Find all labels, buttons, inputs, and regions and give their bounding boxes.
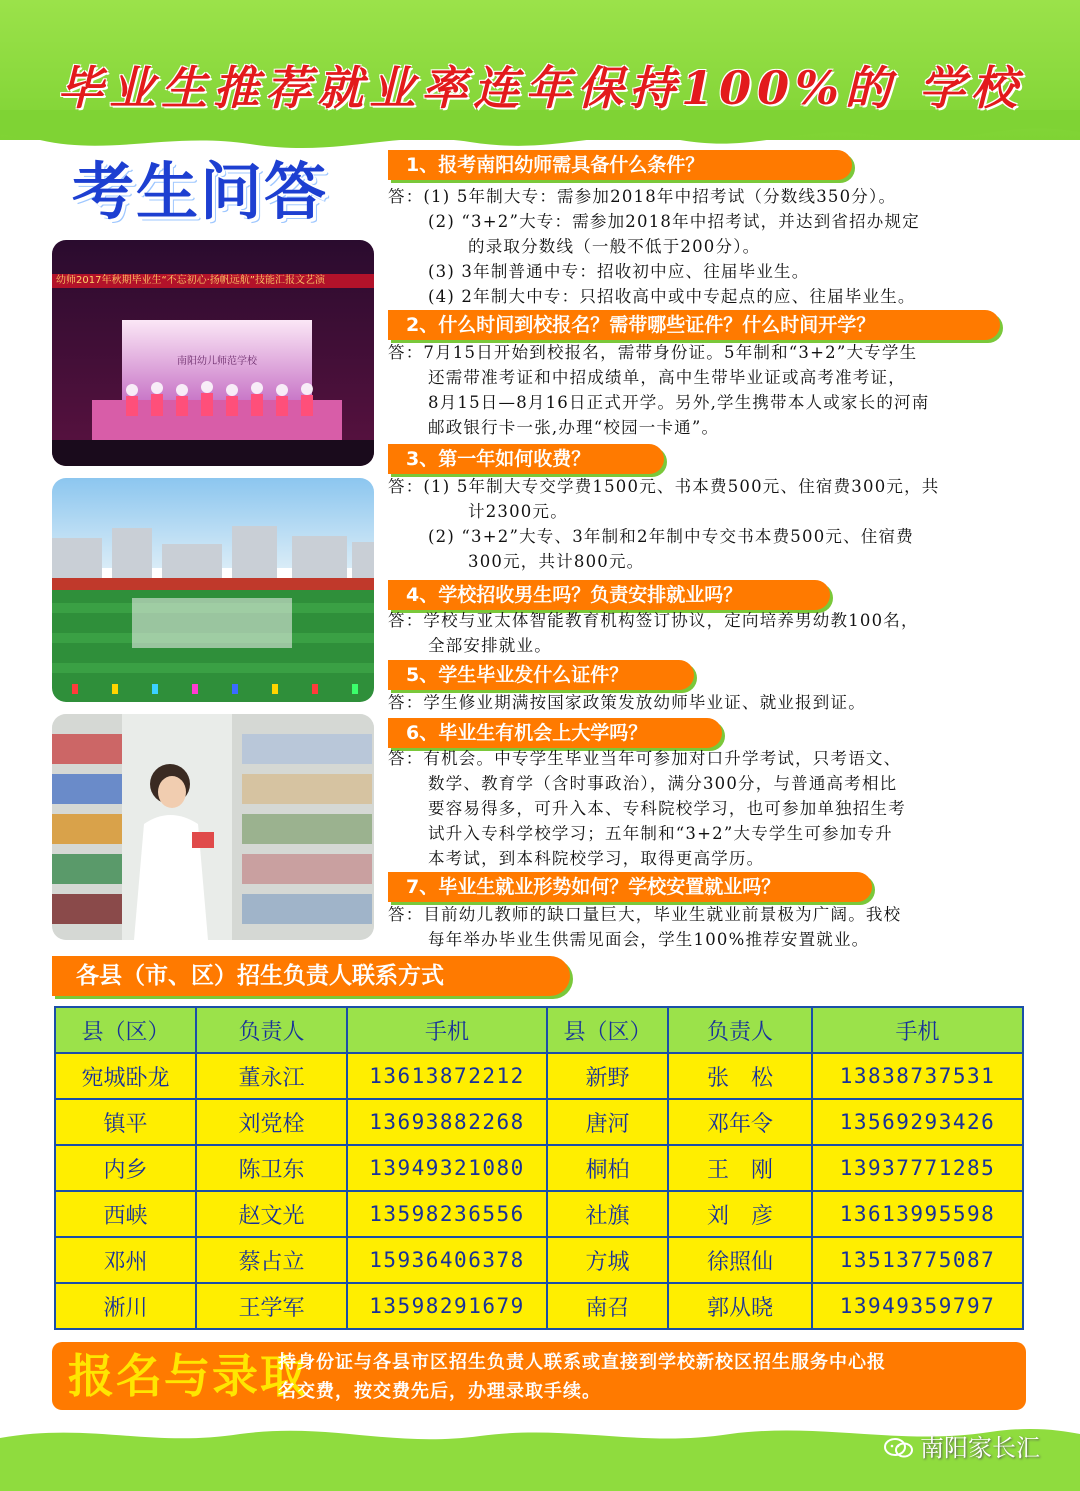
answer-line: 300元，共计800元。 [468, 552, 645, 571]
library-photo [52, 714, 374, 940]
person-cell: 刘 彦 [668, 1191, 812, 1237]
county-cell: 南召 [547, 1283, 668, 1329]
answer-line: 8月15日—8月16日正式开学。另外,学生携带本人或家长的河南 [428, 393, 930, 412]
phone-cell: 13513775087 [812, 1237, 1023, 1283]
county-cell: 淅川 [55, 1283, 196, 1329]
phone-cell: 13838737531 [812, 1053, 1023, 1099]
answer-line: 本考试，到本科院校学习，取得更高学历。 [428, 849, 765, 868]
person-cell: 王学军 [196, 1283, 347, 1329]
headline: 毕业生推荐就业率连年保持100%的 学校 [57, 61, 1023, 115]
question-6-bar: 6、毕业生有机会上大学吗？ [388, 718, 722, 748]
answer-4 [388, 608, 1048, 658]
answer-line: (2) “3+2”大专、3年制和2年制中专交书本费500元、住宿费 [428, 527, 914, 546]
person-cell: 徐照仙 [668, 1237, 812, 1283]
enroll-line: 名交费，按交费先后，办理录取手续。 [278, 1381, 601, 1402]
answer-line: 要容易得多，可升入本、专科院校学习，也可参加单独招生考 [428, 799, 906, 818]
table-row [55, 1283, 1023, 1329]
answer-line: 还需带准考证和中招成绩单，高中生带毕业证或高考准考证， [428, 368, 906, 387]
sports-field-photo [52, 478, 374, 702]
answer-line: 答：7月15日开始到校报名，需带身份证。5年制和“3+2”大专学生 [388, 343, 918, 362]
enroll-text [278, 1348, 1018, 1406]
answer-line: 计2300元。 [468, 502, 568, 521]
table-row [55, 1237, 1023, 1283]
phone-cell: 13949321080 [347, 1145, 547, 1191]
question-2-bar: 2、什么时间到校报名？需带哪些证件？什么时间开学？ [388, 310, 1000, 340]
answer-3 [388, 474, 1048, 574]
person-cell: 张 松 [668, 1053, 812, 1099]
answer-line: 答：(1) 5年制大专交学费1500元、书本费500元、住宿费300元，共 [388, 477, 940, 496]
header-county: 县（区） [55, 1007, 196, 1053]
phone-cell: 13693882268 [347, 1099, 547, 1145]
person-cell: 陈卫东 [196, 1145, 347, 1191]
header-person: 负责人 [668, 1007, 812, 1053]
contacts-title: 各县（市、区）招生负责人联系方式 [52, 956, 570, 996]
question-7-bar: 7、毕业生就业形势如何？学校安置就业吗？ [388, 872, 872, 902]
county-cell: 邓州 [55, 1237, 196, 1283]
answer-line: (3) 3年制普通中专：招收初中应、往届毕业生。 [428, 262, 810, 281]
table-row [55, 1145, 1023, 1191]
answer-2 [388, 340, 1048, 440]
answer-6 [388, 746, 1048, 871]
county-cell: 唐河 [547, 1099, 668, 1145]
phone-cell: 15936406378 [347, 1237, 547, 1283]
qa-title: 考生问答 [72, 155, 329, 228]
enroll-box [52, 1342, 1026, 1410]
phone-cell: 13613995598 [812, 1191, 1023, 1237]
contacts-table [54, 1006, 1024, 1330]
header-person: 负责人 [196, 1007, 347, 1053]
county-cell: 镇平 [55, 1099, 196, 1145]
phone-cell: 13949359797 [812, 1283, 1023, 1329]
answer-line: 的录取分数线（一般不低于200分）。 [468, 237, 761, 256]
stage-screen-text: 南阳幼儿师范学校 [177, 356, 257, 367]
answer-line: 全部安排就业。 [428, 636, 552, 655]
answer-line: 答：(1) 5年制大专：需参加2018年中招考试（分数线350分）。 [388, 187, 897, 206]
answer-line: (2) “3+2”大专：需参加2018年中招考试，并达到省招办规定 [428, 212, 920, 231]
watermark-text: 南阳家长汇 [920, 1434, 1040, 1462]
county-cell: 宛城卧龙 [55, 1053, 196, 1099]
table-row [55, 1053, 1023, 1099]
phone-cell: 13569293426 [812, 1099, 1023, 1145]
header-phone: 手机 [347, 1007, 547, 1053]
table-header-row [55, 1007, 1023, 1053]
answer-5 [388, 690, 1048, 715]
answer-7 [388, 902, 1048, 952]
header-phone: 手机 [812, 1007, 1023, 1053]
header-county: 县（区） [547, 1007, 668, 1053]
phone-cell: 13937771285 [812, 1145, 1023, 1191]
answer-line: (4) 2年制大中专：只招收高中或中专起点的应、往届毕业生。 [428, 287, 916, 306]
enroll-title: 报名与录取 [68, 1349, 308, 1403]
stage-banner-text: 幼师2017年秋期毕业生“不忘初心·扬帆远航”技能汇报文艺演 [56, 275, 325, 286]
phone-cell: 13613872212 [347, 1053, 547, 1099]
table-row [55, 1191, 1023, 1237]
county-cell: 桐柏 [547, 1145, 668, 1191]
county-cell: 新野 [547, 1053, 668, 1099]
person-cell: 刘党栓 [196, 1099, 347, 1145]
county-cell: 内乡 [55, 1145, 196, 1191]
answer-line: 答：学校与亚太体智能教育机构签订协议，定向培养男幼教100名， [388, 611, 919, 630]
table-row [55, 1099, 1023, 1145]
enroll-line: 持身份证与各县市区招生负责人联系或直接到学校新校区招生服务中心报 [278, 1352, 886, 1373]
answer-line: 数学、教育学（含时事政治），满分300分，与普通高考相比 [428, 774, 898, 793]
answer-line: 每年举办毕业生供需见面会，学生100%推荐安置就业。 [428, 930, 870, 949]
watermark [884, 1428, 1040, 1463]
person-cell: 蔡占立 [196, 1237, 347, 1283]
answer-line: 答：有机会。中专学生毕业当年可参加对口升学考试，只考语文、 [388, 749, 902, 768]
person-cell: 郭从晓 [668, 1283, 812, 1329]
question-5-bar: 5、学生毕业发什么证件？ [388, 660, 694, 690]
stage-performance-photo [52, 240, 374, 466]
person-cell: 王 刚 [668, 1145, 812, 1191]
answer-line: 邮政银行卡一张,办理“校园一卡通”。 [428, 418, 720, 437]
county-cell: 社旗 [547, 1191, 668, 1237]
answer-line: 试升入专科学校学习；五年制和“3+2”大专学生可参加专升 [428, 824, 893, 843]
wechat-icon [884, 1437, 914, 1459]
question-1-bar: 1、报考南阳幼师需具备什么条件？ [388, 150, 852, 180]
question-3-bar: 3、第一年如何收费？ [388, 444, 664, 474]
answer-1 [388, 184, 1048, 309]
answer-line: 答：目前幼儿教师的缺口量巨大，毕业生就业前景极为广阔。我校 [388, 905, 902, 924]
county-cell: 西峡 [55, 1191, 196, 1237]
phone-cell: 13598236556 [347, 1191, 547, 1237]
answer-line: 答：学生修业期满按国家政策发放幼师毕业证、就业报到证。 [388, 693, 866, 712]
person-cell: 赵文光 [196, 1191, 347, 1237]
county-cell: 方城 [547, 1237, 668, 1283]
person-cell: 邓年令 [668, 1099, 812, 1145]
person-cell: 董永江 [196, 1053, 347, 1099]
phone-cell: 13598291679 [347, 1283, 547, 1329]
question-4-bar: 4、学校招收男生吗？负责安排就业吗？ [388, 580, 830, 610]
